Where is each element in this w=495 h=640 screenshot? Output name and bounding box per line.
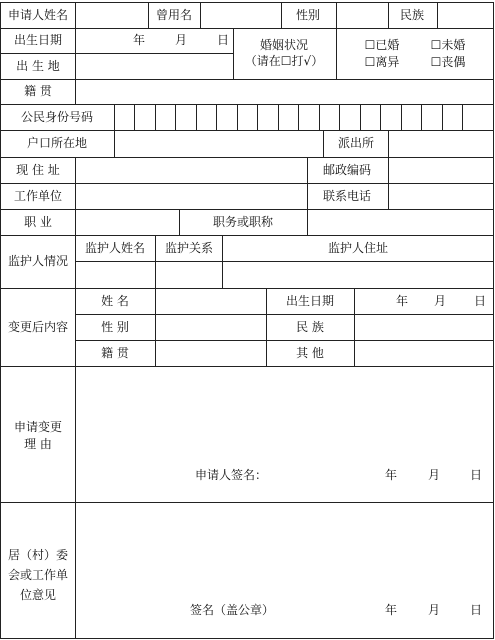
unmarried-checkbox[interactable]: ☐未婚 [430, 38, 466, 52]
applicant-name-input[interactable] [76, 3, 148, 28]
new-name-label: 姓 名 [101, 294, 129, 308]
new-other-input[interactable] [355, 341, 493, 366]
row7-col-2 [307, 157, 308, 209]
reason-label-line1: 申请变更 [13, 420, 63, 434]
new-ethnicity-input[interactable] [355, 315, 493, 340]
change-col-3 [266, 288, 267, 366]
row5-col-13 [360, 104, 361, 130]
reason-year-label[interactable]: 年 [384, 468, 398, 482]
guardian-name-input[interactable] [76, 262, 155, 288]
work-unit-input[interactable] [76, 184, 307, 209]
row5-col-7 [237, 104, 238, 130]
birth-month-label[interactable]: 月 [174, 33, 188, 47]
police-station-label: 派出所 [337, 136, 375, 150]
row5-col-5 [196, 104, 197, 130]
marital-status-hint: （请在☐打√） [244, 54, 324, 68]
row1-col-4 [281, 2, 282, 28]
occupation-input[interactable] [76, 210, 179, 235]
current-address-input[interactable] [76, 158, 307, 183]
row5-col-11 [319, 104, 320, 130]
new-birth-day-label[interactable]: 日 [473, 294, 487, 308]
gender-input[interactable] [337, 3, 388, 28]
row5-col-4 [175, 104, 176, 130]
marital-status-label: 婚姻状况 [259, 38, 309, 52]
birthplace-input[interactable] [76, 54, 233, 79]
postal-code-input[interactable] [389, 158, 493, 183]
guardian-address-label: 监护人住址 [327, 241, 389, 255]
gender-label: 性别 [295, 8, 321, 22]
new-birth-date-label: 出生日期 [285, 294, 335, 308]
birthplace-label: 出 生 地 [16, 59, 60, 73]
opinion-day-label[interactable]: 日 [469, 603, 483, 617]
row6-col-2 [323, 130, 324, 157]
new-gender-input[interactable] [156, 315, 266, 340]
new-native-place-input[interactable] [156, 341, 266, 366]
former-name-label: 曾用名 [155, 8, 193, 22]
applicant-signature-label[interactable]: 申请人签名： [194, 468, 268, 482]
applicant-name-label: 申请人姓名 [7, 8, 69, 22]
border-bottom [0, 638, 494, 639]
birth-year-label[interactable]: 年 [132, 33, 146, 47]
guardian-name-label: 监护人姓名 [84, 241, 146, 255]
new-native-place-label: 籍 贯 [101, 346, 129, 360]
new-other-label: 其 他 [296, 346, 324, 360]
row5-col-1 [114, 104, 115, 130]
new-ethnicity-label: 民 族 [296, 320, 324, 334]
row5-col-3 [155, 104, 156, 130]
married-checkbox[interactable]: ☐已婚 [364, 38, 400, 52]
guardian-section-label: 监护人情况 [7, 254, 69, 268]
row2-col-2 [233, 28, 234, 79]
row5-col-6 [216, 104, 217, 130]
change-section-label: 变更后内容 [7, 320, 69, 334]
new-birth-year-label[interactable]: 年 [395, 294, 409, 308]
current-address-label: 现 住 址 [16, 163, 60, 177]
row5-col-14 [380, 104, 381, 130]
reason-label-line2: 理 由 [24, 437, 52, 451]
row5-col-17 [442, 104, 443, 130]
row9-col-2 [179, 209, 180, 235]
row5-col-9 [278, 104, 279, 130]
row5-col-10 [298, 104, 299, 130]
phone-label: 联系电话 [322, 189, 372, 203]
row5-col-15 [401, 104, 402, 130]
guardian-relation-input[interactable] [156, 262, 222, 288]
change-reason-input[interactable] [76, 367, 493, 462]
opinion-signature-label[interactable]: 签名（盖公章） [189, 603, 275, 617]
change-col-1 [75, 288, 76, 366]
opinion-label: 居（村）委会或工作单位意见 [7, 548, 68, 602]
row5-col-8 [257, 104, 258, 130]
reason-day-label[interactable]: 日 [469, 468, 483, 482]
row2-col-3 [336, 28, 337, 79]
new-birth-month-label[interactable]: 月 [433, 294, 447, 308]
former-name-input[interactable] [201, 3, 281, 28]
reason-month-label[interactable]: 月 [427, 468, 441, 482]
id-number-label: 公民身份号码 [20, 110, 94, 124]
phone-input[interactable] [389, 184, 493, 209]
divorced-checkbox[interactable]: ☐离异 [364, 55, 400, 69]
ethnicity-input[interactable] [438, 3, 493, 28]
row1-col-2 [148, 2, 149, 28]
opinion-input[interactable] [76, 503, 493, 598]
guardian-relation-label: 监护关系 [164, 241, 214, 255]
occupation-label: 职 业 [24, 215, 52, 229]
row5-col-16 [421, 104, 422, 130]
opinion-month-label[interactable]: 月 [427, 603, 441, 617]
police-station-input[interactable] [389, 131, 493, 157]
row5-col-2 [134, 104, 135, 130]
opinion-year-label[interactable]: 年 [384, 603, 398, 617]
row1-col-6 [388, 2, 389, 28]
postal-code-label: 邮政编码 [322, 163, 372, 177]
work-unit-label: 工作单位 [13, 189, 63, 203]
household-label: 户口所在地 [26, 136, 88, 150]
widowed-checkbox[interactable]: ☐丧偶 [430, 55, 466, 69]
position-label: 职务或职称 [212, 215, 274, 229]
ethnicity-label: 民族 [399, 8, 425, 22]
row5-col-18 [462, 104, 463, 130]
household-input[interactable] [115, 131, 323, 157]
guardian-address-input[interactable] [223, 262, 493, 288]
native-place-input[interactable] [76, 80, 493, 104]
border-right [493, 2, 494, 639]
row5-col-12 [339, 104, 340, 130]
birth-date-label: 出生日期 [13, 33, 63, 47]
border-left [0, 2, 1, 639]
birth-day-label[interactable]: 日 [216, 33, 230, 47]
native-place-label: 籍 贯 [24, 84, 52, 98]
new-name-input[interactable] [156, 289, 266, 314]
divider-row4 [0, 104, 494, 105]
position-input[interactable] [308, 210, 493, 235]
new-gender-label: 性 别 [101, 320, 129, 334]
